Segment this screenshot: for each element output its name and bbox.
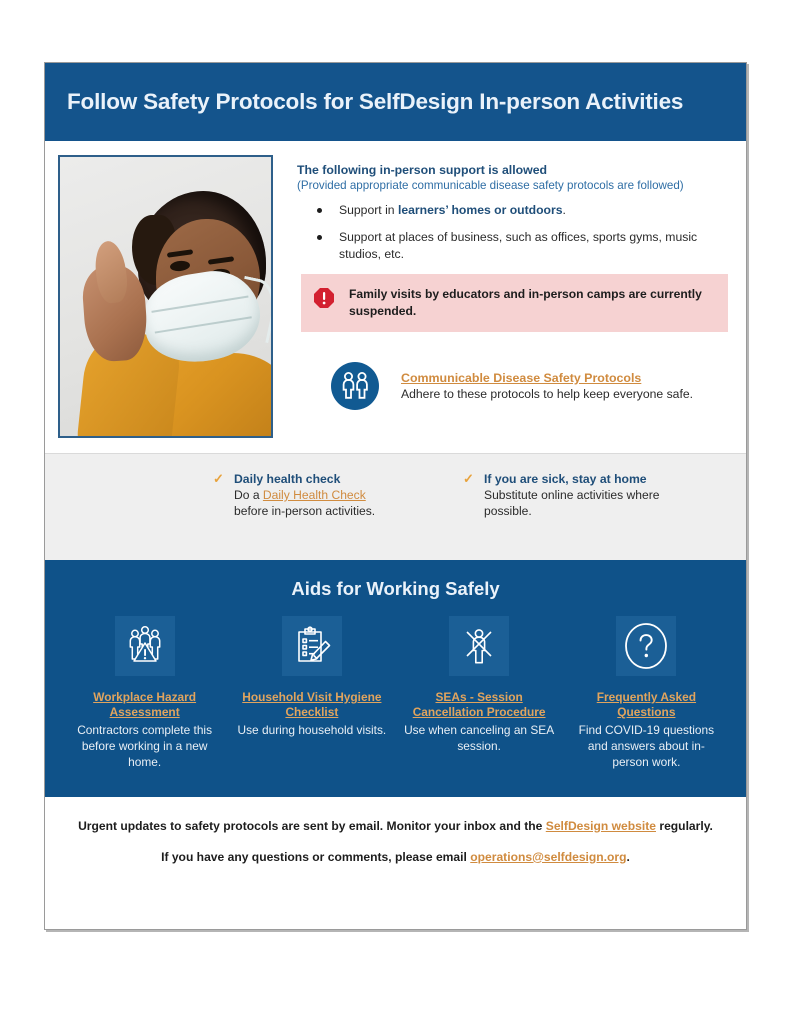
aid-link[interactable]: SEAs - Session Cancellation Procedure	[412, 690, 546, 720]
aid-household-visit-hygiene-checklist[interactable]	[228, 616, 395, 771]
aid-description: Use when canceling an SEA session.	[404, 723, 555, 754]
allowed-support-title: The following in-person support is allowed	[297, 163, 548, 177]
top-content-area	[45, 141, 746, 453]
page-title: Follow Safety Protocols for SelfDesign In-person Activities	[67, 89, 684, 114]
check-tick-icon: ✓	[463, 471, 474, 486]
aid-workplace-hazard-assessment[interactable]	[61, 616, 228, 771]
check-item-daily-health	[213, 472, 431, 560]
aids-heading: Aids for Working Safely	[291, 578, 500, 599]
check-tick-icon: ✓	[213, 471, 224, 486]
bullet-text-strong: learners’ homes or outdoors	[397, 203, 563, 217]
aids-row	[45, 616, 746, 771]
footer-line2-pre: If you have any questions or comments, please email	[161, 849, 471, 864]
footer-line-updates	[71, 819, 720, 833]
footer-line2-post: .	[626, 849, 630, 864]
check-title: Daily health check	[234, 472, 341, 486]
aid-description: Contractors complete this before working in a new home.	[77, 723, 213, 769]
bullet-text-pre: Support in	[339, 203, 398, 217]
aid-link[interactable]: Workplace Hazard Assessment	[93, 690, 197, 720]
protocols-description: Adhere to these protocols to help keep everyone safe.	[401, 386, 694, 401]
check-text-block	[234, 472, 375, 560]
selfdesign-website-link[interactable]: SelfDesign website	[545, 818, 656, 833]
protocols-text-block	[401, 371, 693, 401]
check-body	[234, 487, 375, 519]
photo-column	[45, 155, 293, 453]
allowed-support-list	[297, 202, 732, 262]
group-warning-icon	[115, 616, 175, 676]
masked-child-photo	[58, 155, 273, 438]
protocols-row	[327, 358, 732, 414]
right-column	[293, 155, 746, 453]
daily-health-check-link[interactable]: Daily Health Check	[262, 488, 366, 502]
bullet-text-post: .	[562, 203, 566, 217]
poster-header	[45, 63, 746, 141]
check-title: If you are sick, stay at home	[484, 472, 647, 486]
aid-description: Find COVID-19 questions and answers about in-person work.	[578, 723, 715, 769]
question-mark-icon	[616, 616, 676, 676]
aid-frequently-asked-questions[interactable]	[563, 616, 730, 771]
check-body-post: before in-person activities.	[234, 504, 376, 519]
poster-card	[44, 62, 747, 930]
aid-sea-session-cancellation[interactable]	[396, 616, 563, 771]
footer-line1-pre: Urgent updates to safety protocols are sent by email. Monitor your inbox and the	[78, 818, 546, 833]
suspension-alert	[301, 274, 728, 331]
aids-section	[45, 560, 746, 797]
aid-description: Use during household visits.	[237, 723, 387, 738]
aid-link[interactable]: Frequently Asked Questions	[596, 690, 697, 720]
alert-message: Family visits by educators and in-person camps are currently suspended.	[349, 287, 702, 319]
list-item	[305, 202, 732, 218]
footer-line-contact	[71, 850, 720, 864]
check-item-stay-home	[463, 472, 693, 560]
footer-line1-post: regularly.	[656, 818, 713, 833]
poster-footer	[45, 797, 746, 884]
aid-link[interactable]: Household Visit Hygiene Checklist	[242, 690, 382, 720]
alert-octagon-icon	[313, 287, 335, 309]
check-body: Substitute online activities where possible.	[484, 488, 660, 519]
daily-checks-band	[45, 453, 746, 560]
communicable-disease-protocols-link[interactable]: Communicable Disease Safety Protocols	[401, 370, 642, 385]
check-body-pre: Do a	[234, 488, 263, 502]
operations-email-link[interactable]: operations@selfdesign.org	[470, 849, 627, 864]
two-people-circle-icon	[327, 358, 383, 414]
photo-illustration	[60, 157, 271, 436]
check-text-block	[484, 472, 693, 560]
list-item	[305, 229, 732, 262]
clipboard-pen-icon	[282, 616, 342, 676]
allowed-support-subtitle: (Provided appropriate communicable disease safety protocols are followed)	[297, 179, 684, 192]
person-crossed-out-icon	[449, 616, 509, 676]
bullet-text-pre: Support at places of business, such as offices, sports gyms, music studios, etc.	[339, 230, 698, 261]
